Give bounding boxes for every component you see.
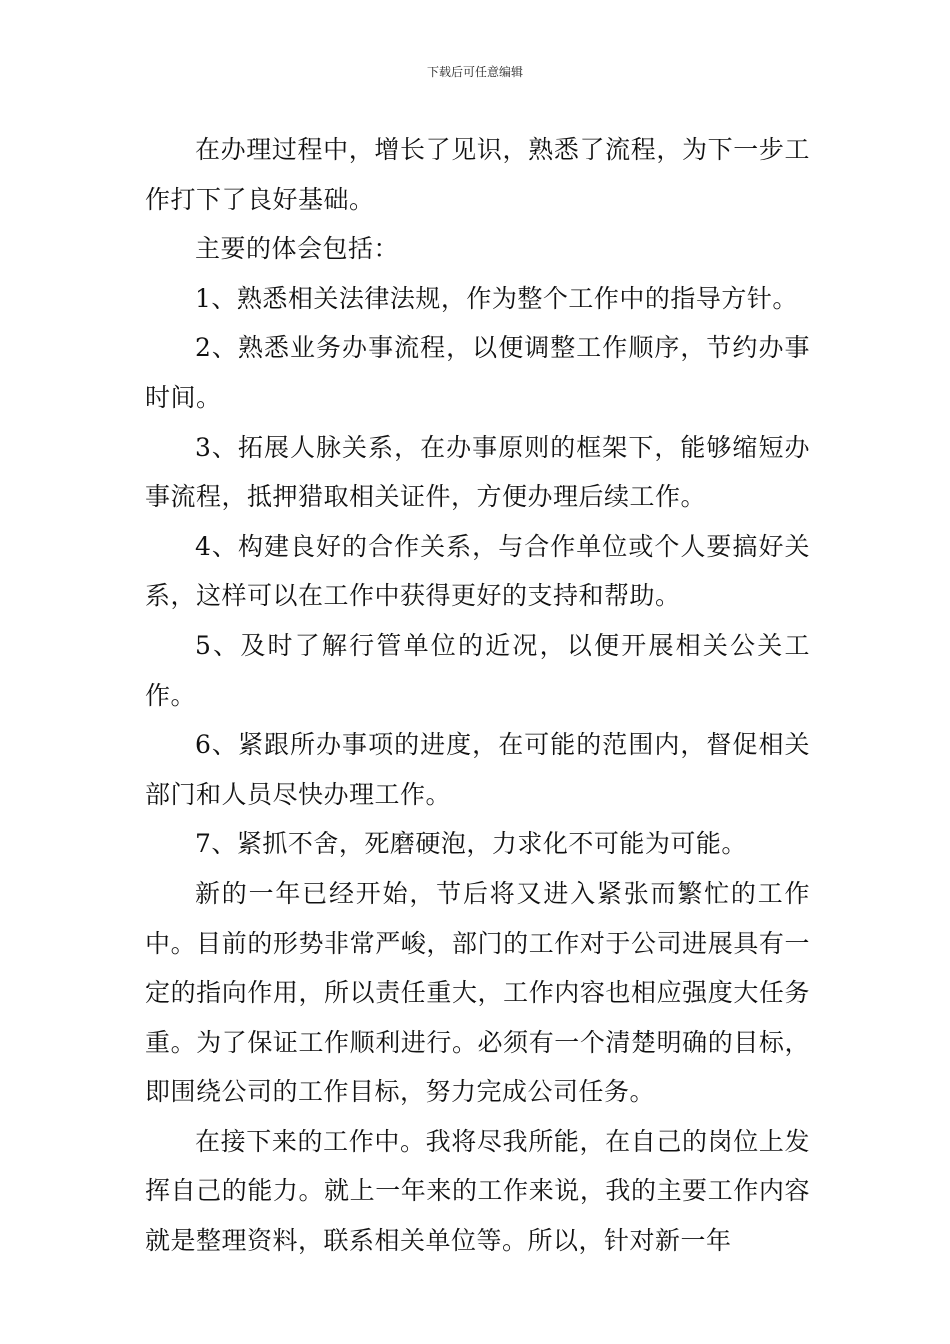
paragraph-4: 在接下来的工作中。我将尽我所能，在自己的岗位上发挥自己的能力。就上一年来的工作来说，我的主要工作内容就是整理资料，联系相关单位等。所以，针对新一年 (145, 1126, 810, 1256)
list-item-6: 6、紧跟所办事项的进度，在可能的范围内，督促相关部门和人员尽快办理工作。 (145, 730, 810, 809)
list-item-3: 3、拓展人脉关系，在办事原则的框架下，能够缩短办事流程，抵押猎取相关证件，方便办理后续工作。 (145, 432, 810, 512)
document-body (145, 125, 810, 1266)
paragraph-2: 主要的体会包括： (195, 234, 400, 264)
list-item-4: 4、构建良好的合作关系，与合作单位或个人要搞好关系，这样可以在工作中获得更好的支持和帮助。 (145, 531, 810, 611)
paragraph-1: 在办理过程中，增长了见识，熟悉了流程，为下一步工作打下了良好基础。 (145, 135, 810, 214)
list-item-7: 7、紧抓不舍，死磨硬泡，力求化不可能为可能。 (195, 829, 747, 859)
page-header: 下载后可任意编辑 (426, 65, 523, 79)
list-item-2: 2、熟悉业务办事流程，以便调整工作顺序，节约办事时间。 (145, 333, 810, 412)
list-item-5: 5、及时了解行管单位的近况，以便开展相关公关工作。 (145, 630, 810, 710)
list-item-1: 1、熟悉相关法律法规，作为整个工作中的指导方针。 (195, 283, 798, 313)
paragraph-3: 新的一年已经开始，节后将又进入紧张而繁忙的工作中。目前的形势非常严峻，部门的工作对于公司进展具有一定的指向作用，所以责任重大，工作内容也相应强度大任务重。为了保证工作顺利进行。必须有一个清楚明确的目标，即围绕公司的工作目标，努力完成公司任务。 (145, 878, 810, 1107)
